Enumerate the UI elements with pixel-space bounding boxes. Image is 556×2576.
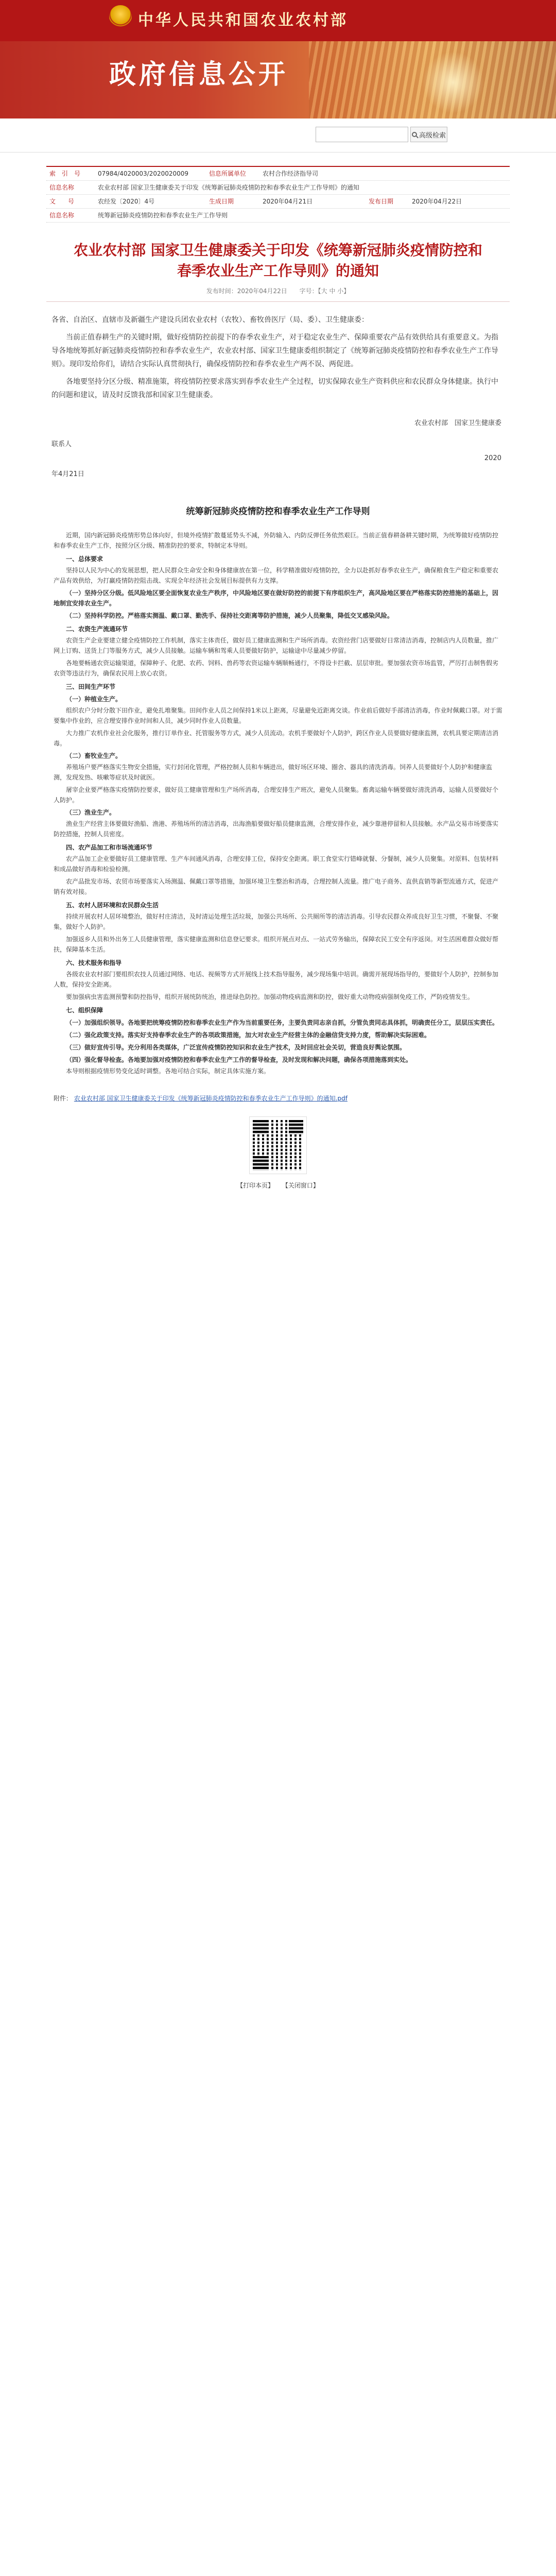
article-title-line1: 农业农村部 国家卫生健康委关于印发《统筹新冠肺炎疫情防控和	[74, 242, 482, 259]
plan-heading: （一）加强组织领导。各地要把统筹疫情防控和春季农业生产作为当前重要任务，主要负责同志亲自抓，分管负责同志具体抓，明确责任分工，层层压实责任。	[66, 1019, 499, 1026]
plan-heading: （二）坚持科学防控。严格落实测温、戴口罩、勤洗手、保持社交距离等防护措施，减少人员聚集，降低交叉感染风险。	[66, 612, 394, 619]
banner-title: 政府信息公开	[109, 59, 289, 90]
meta-key: 信息名称	[49, 212, 75, 219]
print-page-button[interactable]: 【打印本页】	[237, 1182, 274, 1189]
plan-body	[46, 530, 510, 1076]
national-emblem-icon	[109, 5, 132, 28]
plan-title: 统筹新冠肺炎疫情防控和春季农业生产工作导则	[186, 506, 370, 517]
plan-paragraph: 持续开展农村人居环境整治，做好村庄清洁，及时清运处理生活垃圾，加强公共场所、公共厕所等的清洁消毒。引导农民群众养成良好卫生习惯，不聚餐、不聚集，做好个人防护。	[54, 913, 499, 930]
meta-row	[46, 181, 510, 195]
meta-key: 信息名称	[49, 184, 75, 191]
advanced-search-button[interactable]	[410, 127, 447, 142]
plan-paragraph: 加强返乡人员和外出务工人员健康管理，落实健康监测和信息登记要求。组织开展点对点、一站式劳务输出，保障农民工安全有序返岗。对生活困难群众做好帮扶，保障基本生活。	[54, 936, 499, 953]
plan-heading: （一）坚持分区分级。低风险地区要全面恢复农业生产秩序，中风险地区要在做好防控的前提下有序组织生产，高风险地区要在严格落实防控措施的基础上，因地制宜安排农业生产。	[54, 589, 499, 607]
meta-key: 生成日期	[209, 198, 234, 205]
advanced-search-label: 高级检索	[419, 131, 446, 140]
page-actions	[46, 1181, 510, 1190]
plan-heading: 七、组织保障	[66, 1007, 103, 1014]
contact: 联系人	[51, 440, 72, 448]
plan-heading: （三）做好宣传引导。充分利用各类媒体，广泛宣传疫情防控知识和农业生产技术，及时回应社会关切，营造良好舆论氛围。	[66, 1044, 406, 1051]
article-subinfo	[46, 286, 510, 295]
qr-area	[46, 1117, 510, 1190]
publish-time: 发布时间：2020年04月22日	[206, 287, 287, 295]
notice-paragraph: 当前正值春耕生产的关键时期，做好疫情防控前提下的春季农业生产，对于稳定农业生产、保障重要农产品有效供给具有重要意义。为指导各地统筹抓好新冠肺炎疫情防控和春季农业生产，农业农村部、国家卫生健康委组织制定了《统筹新冠肺炎疫情防控和春季农业生产工作导则》。现印发给你们，请结合实际认真贯彻执行，确保疫情防控和春季农业生产两不误、两促进。	[51, 333, 498, 368]
close-window-button[interactable]: 【关闭窗口】	[282, 1182, 319, 1189]
plan-heading: （一）种植业生产。	[66, 696, 122, 703]
plan-paragraph: 屠宰企业要严格落实疫情防控要求，做好员工健康管理和生产场所消毒，合理安排生产班次，避免人员聚集。畜禽运输车辆要做好清洗消毒，运输人员要做好个人防护。	[54, 786, 499, 804]
plan-paragraph: 组织农户分时分散下田作业，避免扎堆聚集。田间作业人员之间保持1米以上距离，尽量避免近距离交谈。作业前后做好手部清洁消毒，作业时佩戴口罩。对于需要集中作业的，应合理安排作业时间和人员，减少同时作业人员数量。	[54, 707, 502, 724]
plan-paragraph: 坚持以人民为中心的发展思想，把人民群众生命安全和身体健康放在第一位，科学精准做好疫情防控，全力以赴抓好春季农业生产，确保粮食生产稳定和重要农产品有效供给，为打赢疫情防控阻击战、实现全年经济社会发展目标提供有力支撑。	[54, 567, 499, 584]
plan-heading: 四、农产品加工和市场流通环节	[66, 844, 153, 851]
sign-year: 2020	[484, 454, 501, 462]
search-row	[0, 118, 556, 152]
attachment-label: 附件：	[54, 1095, 73, 1102]
attachment	[46, 1094, 510, 1103]
plan-heading: 二、农资生产流通环节	[66, 625, 128, 633]
signature: 农业农村部 国家卫生健康委	[414, 419, 501, 427]
sun-decoration	[422, 52, 484, 113]
plan-paragraph: 养殖场户要严格落实生物安全措施，实行封闭化管理，严格控制人员和车辆进出，做好场区环境、圈舍、器具的清洗消毒。饲养人员要做好个人防护和健康监测，发现发热、咳嗽等症状及时就医。	[54, 764, 493, 781]
meta-value: 2020年04月21日	[263, 198, 313, 205]
plan-heading: 六、技术服务和指导	[66, 959, 122, 967]
attachment-link[interactable]: 农业农村部 国家卫生健康委关于印发《统筹新冠肺炎疫情防控和春季农业生产工作导则》的通知.pdf	[74, 1095, 348, 1102]
plan-heading: 一、总体要求	[66, 555, 103, 563]
notice-paragraph: 各地要坚持分区分级、精准施策，将疫情防控要求落实到春季农业生产全过程，切实保障农业生产资料供应和农民群众身体健康。执行中的问题和建议，请及时反馈我部和国家卫生健康委。	[51, 378, 498, 399]
sign-date: 年4月21日	[51, 470, 84, 478]
article-title-line2: 春季农业生产工作导则》的通知	[177, 262, 379, 279]
meta-key	[366, 167, 407, 180]
plan-heading: 五、农村人居环境和农民群众生活	[66, 902, 159, 909]
plan-paragraph: 要加强病虫害监测预警和防控指导，组织开展统防统治，推进绿色防控。加强动物疫病监测和防控，做好重大动物疫病强制免疫工作，严防疫情发生。	[66, 993, 474, 1001]
plan-heading: （四）强化督导检查。各地要加强对疫情防控和春季农业生产工作的督导检查，及时发现和解决问题，确保各项措施落到实处。	[66, 1056, 412, 1063]
meta-table	[46, 166, 510, 223]
font-size-switch[interactable]: 字号：【大 中 小】	[299, 287, 350, 295]
plan-paragraph: 近期，国内新冠肺炎疫情形势总体向好，但境外疫情扩散蔓延势头不减，外防输入、内防反弹任务依然艰巨。当前正值春耕备耕关键时期，为统筹做好疫情防控和春季农业生产工作，按照分区分级、精准防控的要求，特制定本导则。	[54, 532, 499, 549]
plan-paragraph: 农产品批发市场、农贸市场要落实入场测温、佩戴口罩等措施，加强环境卫生整治和消毒，合理控制人流量。推广电子商务、直供直销等新型流通方式，促进产销有效对接。	[54, 878, 499, 895]
meta-value: 2020年04月22日	[412, 198, 462, 205]
site-name[interactable]: 中华人民共和国农业农村部	[138, 11, 348, 29]
search-icon	[412, 132, 417, 137]
plan-paragraph: 大力推广农机作业社会化服务，推行订单作业、托管服务等方式，减少人员流动。农机手要做好个人防护，跨区作业人员要做好健康监测，农机具要定期清洁消毒。	[54, 730, 499, 747]
content-wrap	[46, 166, 510, 1190]
notice-body	[46, 313, 510, 402]
plan-paragraph: 本导则根据疫情形势变化适时调整。各地可结合实际，制定具体实施方案。	[66, 1067, 270, 1075]
plan-heading: （三）渔业生产。	[66, 809, 116, 816]
meta-row	[46, 195, 510, 209]
banner	[0, 41, 556, 118]
plan-paragraph: 农资生产企业要建立健全疫情防控工作机制，落实主体责任，做好员工健康监测和生产场所消毒。农资经营门店要做好日常清洁消毒，控制店内人员数量，推广网上订购、送货上门等服务方式，减少人员接触。运输车辆和驾乘人员要做好防护，运输途中尽量减少停留。	[54, 637, 499, 654]
salutation: 各省、自治区、直辖市及新疆生产建设兵团农业农村（农牧）、畜牧兽医厅（局、委）、卫生健康委：	[51, 316, 369, 324]
plan-heading: 三、田间生产环节	[66, 683, 116, 690]
meta-value: 07984/4020003/2020020009	[98, 170, 189, 177]
meta-value	[407, 167, 510, 180]
meta-key: 信息所属单位	[209, 170, 247, 177]
meta-key: 文 号	[49, 198, 75, 205]
meta-value: 统筹新冠肺炎疫情防控和春季农业生产工作导则	[98, 212, 228, 219]
meta-value: 农经发〔2020〕4号	[98, 198, 155, 205]
meta-key: 索 引 号	[49, 170, 81, 177]
meta-row	[46, 167, 510, 181]
article-title	[46, 240, 510, 281]
plan-paragraph: 各级农业农村部门要组织农技人员通过网络、电话、视频等方式开展线上技术指导服务，减少现场集中培训。确需开展现场指导的，要做好个人防护，控制参加人数，保持安全距离。	[54, 971, 499, 988]
qr-code	[250, 1117, 306, 1174]
meta-key: 发布日期	[369, 198, 394, 205]
divider	[46, 301, 510, 302]
plan-paragraph: 各地要畅通农资运输渠道，保障种子、化肥、农药、饲料、兽药等农资运输车辆顺畅通行，不得设卡拦截、层层审批。要加强农资市场监管，严厉打击制售假劣农资等违法行为，确保农民用上放心农资。	[54, 659, 499, 677]
plan-paragraph: 渔业生产经营主体要做好渔船、渔港、养殖场所的清洁消毒，出海渔船要做好船员健康监测，合理安排作业，减少靠港停留和人员接触。水产品交易市场要落实防控措施，控制人员密度。	[54, 820, 499, 838]
plan-paragraph: 农产品加工企业要做好员工健康管理、生产车间通风消毒，合理安排工位，保持安全距离。职工食堂实行错峰就餐、分餐制，减少人员聚集。对原料、包装材料和成品做好消毒和检验检测。	[54, 855, 499, 873]
plan-heading: （二）强化政策支持。落实好支持春季农业生产的各项政策措施，加大对农业生产经营主体的金融信贷支持力度，帮助解决实际困难。	[66, 1031, 431, 1039]
meta-value: 农村合作经济指导司	[263, 170, 319, 177]
top-bar	[0, 0, 556, 41]
plan-heading: （二）畜牧业生产。	[66, 752, 122, 759]
search-input[interactable]	[316, 127, 408, 142]
meta-row	[46, 209, 510, 223]
meta-value: 农业农村部 国家卫生健康委关于印发《统筹新冠肺炎疫情防控和春季农业生产工作导则》的通知	[98, 184, 359, 191]
